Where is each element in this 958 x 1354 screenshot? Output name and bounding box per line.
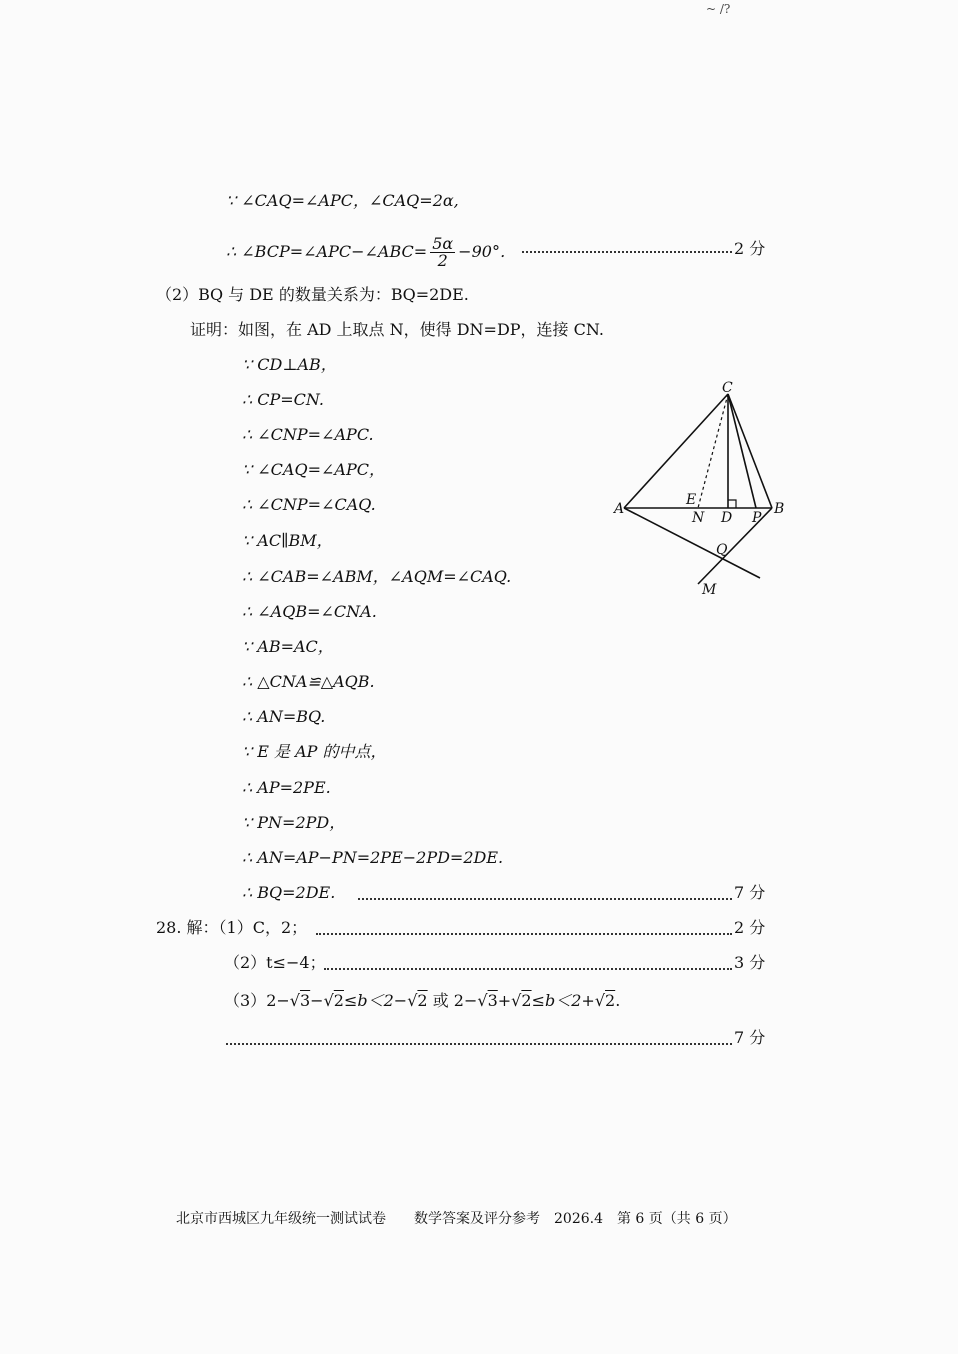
proof-step-2: ∴ CP=CN. [242,390,324,409]
proof-step-5: ∴ ∠CNP=∠CAQ. [242,495,376,514]
expr-part: − [310,991,324,1010]
proof-step-4: ∵ ∠CAQ=∠APC， [242,460,385,479]
score-leader [324,968,732,970]
part2-statement: （2）BQ 与 DE 的数量关系为：BQ=2DE. [156,285,469,304]
score-7-a: 7 分 [734,883,766,902]
score-leader [522,251,732,253]
label-D: D [721,510,733,526]
fraction [430,236,455,269]
score-leader [358,898,732,900]
expr-part: ≤b＜2− [343,991,408,1010]
geometry-figure [600,380,800,600]
segment-CB [728,394,772,508]
proof-step-10: ∴ △CNA≌△AQB. [242,672,375,691]
fraction-denominator: 2 [437,251,448,270]
label-Q: Q [716,542,728,558]
proof-intro: 证明：如图，在 AD 上取点 N，使得 DN=DP，连接 CN. [190,320,604,339]
score-leader [226,1043,732,1045]
sqrt-radicand: 2 [605,991,616,1010]
expr-part: + [497,991,512,1010]
segment-CP [728,394,756,508]
segment-AC [624,394,728,508]
proof-step-3: ∴ ∠CNP=∠APC. [242,425,374,444]
sqrt-radicand: 3 [299,991,311,1010]
fraction-numerator: 5α [432,234,454,253]
line2-suffix: −90°． [458,242,516,261]
expr-part: ≤b＜2+ [531,991,595,1010]
proof-step-13: ∴ AP=2PE. [242,778,331,797]
proof-step-14: ∵ PN=2PD， [242,813,346,832]
q28-part3-label: （3） [224,991,267,1010]
label-C: C [722,380,733,396]
proof-step-11: ∴ AN=BQ. [242,707,326,726]
proof-step-6: ∵ AC∥BM， [242,531,333,550]
proof-line-2 [226,234,516,270]
proof-step-8: ∴ ∠AQB=∠CNA. [242,602,377,621]
expr-part: 2− [266,991,290,1010]
score-leader [316,933,732,935]
sqrt-radicand: 2 [417,991,428,1010]
sqrt-radicand: 2 [333,991,344,1010]
label-N: N [692,510,705,526]
label-A: A [614,501,625,517]
label-E: E [686,492,697,508]
proof-step-15: ∴ AN=AP−PN=2PE−2PD=2DE. [242,848,504,867]
q28-part1: 28. 解：（1）C，2； [156,918,308,937]
sqrt-radicand: 2 [521,991,532,1010]
score-2-a: 2 分 [734,239,766,258]
expr-part: . [615,991,621,1010]
page-footer: 北京市西城区九年级统一测试试卷 数学答案及评分参考 2026.4 第 6 页（共 6 页） [176,1211,737,1227]
corner-mark: ~ /? [706,2,731,16]
q28-part2: （2）t≤−4； [224,953,326,972]
proof-step-7: ∴ ∠CAB=∠ABM，∠AQM=∠CAQ. [242,567,512,586]
q28-part3: （3）2−√3−√2≤b＜2−√2 或 2−√3+√2≤b＜2+√2. [224,991,621,1010]
score-3: 3 分 [734,953,766,972]
score-7-b: 7 分 [734,1028,766,1047]
label-P: P [752,510,762,526]
score-2-b: 2 分 [734,918,766,937]
sqrt-radicand: 3 [487,991,498,1010]
proof-line-1: ∵ ∠CAQ=∠APC，∠CAQ=2α, [226,191,459,210]
proof-step-9: ∵ AB=AC， [242,637,334,656]
label-M: M [702,582,717,598]
proof-step-16: ∴ BQ=2DE. [242,883,336,902]
line2-prefix: ∴ ∠BCP=∠APC−∠ABC= [226,242,428,261]
proof-step-12: ∵ E 是 AP 的中点， [242,742,387,761]
proof-step-1: ∵ CD⊥AB， [242,355,337,374]
label-B: B [774,501,785,517]
right-angle-mark [728,500,736,508]
expr-part: 或 2− [427,991,478,1010]
